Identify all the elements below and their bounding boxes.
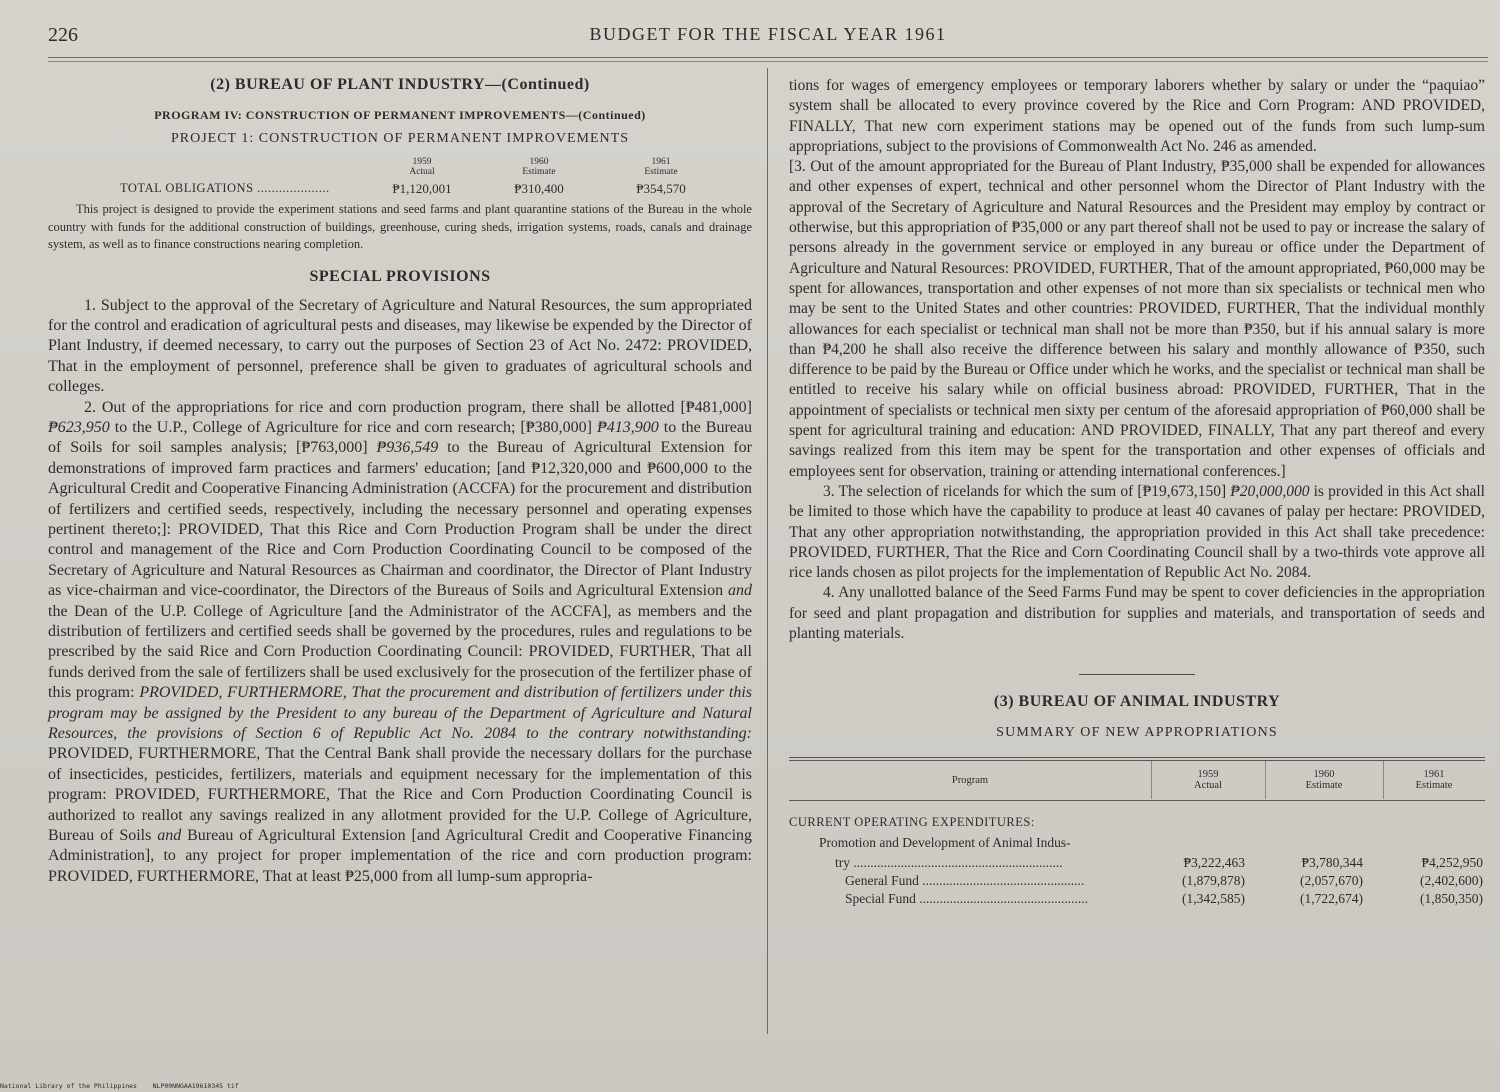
bureau-animal-industry-title: (3) BUREAU OF ANIMAL INDUSTRY: [993, 693, 1281, 711]
project-title: PROJECT 1: CONSTRUCTION OF PERMANENT IMPROVEMENTS: [170, 131, 630, 146]
special-provisions-heading: SPECIAL PROVISIONS: [309, 267, 491, 285]
total-obligations-label: TOTAL OBLIGATIONS ....................: [120, 181, 330, 195]
item-label-line1: Promotion and Development of Animal Indus-: [819, 835, 1071, 851]
summary-title: SUMMARY OF NEW APPROPRIATIONS: [996, 725, 1278, 741]
item-label-line2: try ..............................................................: [835, 855, 1063, 871]
year-header-1960: 1960 Estimate: [522, 157, 556, 177]
year-header-1959: 1959 Actual: [409, 157, 435, 177]
general-fund-1959: (1,879,878): [1182, 873, 1245, 889]
bureau-plant-industry-title: (2) BUREAU OF PLANT INDUSTRY—(Continued): [210, 76, 590, 93]
obligations-summary: [48, 157, 752, 201]
provision-3: 3. The selection of ricelands for which the sum of [₱19,673,150] ₱20,000,000 is provided in this Act shall be limited to those which have the capability to produce at least 40 cavanes of palay per hectare: PROVIDED, That any other appropriation notwithstanding, the appropriation provided in this Act shall take precedence: PROVIDED, FURTHER, That the Rice and Corn Coordinating Council shall by a two-thirds vote approve all rice lands chosen as pilot projects for the implementation of Republic Act No. 2084.: [789, 482, 1485, 582]
appropriations-table: [789, 751, 1485, 911]
special-fund-1960: (1,722,674): [1300, 891, 1363, 907]
page-number: 226: [48, 24, 78, 46]
scan-footer: National Library of the Philippines NLP00NNGAA19610345 tif: [0, 1082, 239, 1090]
provision-3-bracketed: [3. Out of the amount appropriated for the Bureau of Plant Industry, ₱35,000 shall be expended for allowances and other expenses of expert, technical and other personnel whom the Director of Plant Industry with the approval of the Secretary of Agriculture and Natural Resources and the President may employ by contract or otherwise, but this appropriation of ₱35,000 or any part thereof shall not be used to pay or increase the salary of persons already in the government service or employed in any bureau or office under the Department of Agriculture and Natural Resources: PROVIDED, FURTHER, That of the amount appropriated, ₱60,000 may be spent for allowances, transportation and other expenses of not more than six specialists or technical men who may be sent to the United States and other countries: PROVIDED, FURTHER, That the individual monthly allowances for each specialist or technical man shall not be more than ₱350, but if his annual salary is more than ₱4,200 he shall also receive the difference between his salary and monthly allowance of ₱350, such difference to be paid by the Bureau or Office under which he works, and the specialist or technical man shall be entitled to receive his salary while on official business abroad: PROVIDED, FURTHER, That in the appointment of specialists or technical men sixty per centum of the aforesaid appropriation of ₱60,000 shall be spent for agricultural training and education: AND PROVIDED, FINALLY, That any part thereof and every savings realized from this item may be spent for the transportation and other expenses of officials and employees sent for observation, training or attending international conferences.]: [789, 158, 1485, 480]
year-header-1961: 1961 Estimate: [644, 157, 678, 177]
section-label: CURRENT OPERATING EXPENDITURES:: [789, 815, 1035, 830]
general-fund-1960: (2,057,670): [1300, 873, 1363, 889]
provision-2-continuation: tions for wages of emergency employees or temporary laborers whether by salary or under the “paquiao” system shall be allocated to every province covered by the Rice and Corn Program: AND PROVIDED, FINALLY, That new corn experiment stations may be opened out of the funds from such lump-sum appropriations, subject to the provisions of Commonwealth Act No. 246 as amended.: [789, 77, 1485, 155]
special-fund-1959: (1,342,585): [1182, 891, 1245, 907]
header-program: Program: [951, 775, 989, 787]
obligation-amount-1959: ₱1,120,001: [392, 181, 452, 196]
table-header-rule: [789, 800, 1485, 801]
program-title: PROGRAM IV: CONSTRUCTION OF PERMANENT IMPROVEMENTS—(Continued): [154, 108, 646, 122]
column-divider: [767, 68, 768, 1034]
item-value-1960: ₱3,780,344: [1301, 855, 1363, 871]
table-top-rule-2: [789, 760, 1485, 761]
item-value-1961: ₱4,252,950: [1421, 855, 1483, 871]
general-fund-label: General Fund ................................................: [845, 873, 1085, 889]
header-1959: 1959 Actual: [1194, 769, 1222, 792]
special-fund-1961: (1,850,350): [1420, 891, 1483, 907]
provision-2: 2. Out of the appropriations for rice and corn production program, there shall be allotted [₱481,000] ₱623,950 to the U.P., College of Agriculture for rice and corn research; [₱380,000] ₱413,900 to the Bureau of Soils for soil samples analysis; [₱763,000] ₱936,549 to the Bureau of Agricultural Extension for demonstrations of improved farm practices and farmers' education; [and ₱12,320,000 and ₱600,000 to the Agricultural Credit and Cooperative Financing Administration (ACCFA) for the procurement and distribution of fertilizers and certified seeds, respectively, including the necessary personnel and operating expenses pertinent thereto;]: PROVIDED, That this Rice and Corn Production Program shall be under the direct control and management of the Rice and Corn Production Coordinating Council to be composed of the Secretary of Agriculture and Natural Resources as Chairman and coordinator, the Director of Plant Industry as vice-chairman and vice-coordinator, the Directors of the Bureaus of Soils and Agricultural Extension and the Dean of the U.P. College of Agriculture [and the Administrator of the ACCFA], as members and the distribution of fertilizers and certified seeds shall be governed by the procedures, rules and regulations to be prescribed by the said Rice and Corn Production Coordinating Council: PROVIDED, FURTHER, That all funds derived from the sale of fertilizers shall be used exclusively for the prosecution of the fertilizer phase of this program: PROVIDED, FURTHERMORE, That the procurement and distribution of fertilizers under this program may be assigned by the President to any bureau of the Department of Agriculture and Natural Resources, the provisions of Section 6 of Republic Act No. 2084 to the contrary notwithstanding: PROVIDED, FURTHERMORE, That the Central Bank shall provide the necessary dollars for the purchase of insecticides, pesticides, fertilizers, materials and equipment necessary for the implementation of this program: PROVIDED, FURTHERMORE, That the Rice and Corn Production Coordinating Council is authorized to reallot any savings realized in any allotment provided for the U.P. College of Agriculture, Bureau of Soils and Bureau of Agricultural Extension [and Agricultural Credit and Cooperative Financing Administration], to any project for proper implementation of the rice and corn production program: PROVIDED, FURTHERMORE, That at least ₱25,000 from all lump-sum appropria-: [48, 398, 753, 885]
header-1960: 1960 Estimate: [1305, 769, 1343, 792]
project-description: This project is designed to provide the experiment stations and seed farms and plant quarantine stations of the Bureau in the whole country with funds for the additional construction of buildings, greenhouse, curing sheds, irrigation systems, roads, canals and drainage system, as well as to finance constructions nearing completion.: [48, 202, 752, 251]
obligation-amount-1960: ₱310,400: [514, 181, 564, 196]
section-divider: [1079, 674, 1195, 675]
obligation-amount-1961: ₱354,570: [636, 181, 686, 196]
right-column: [789, 76, 1485, 911]
header-1961: 1961 Estimate: [1415, 769, 1453, 792]
header-rule: [48, 57, 1488, 58]
provision-4: 4. Any unallotted balance of the Seed Farms Fund may be spent to cover deficiencies in the appropriation for seed and plant propagation and distribution for supplies and materials, and transportation of seeds and planting materials.: [789, 584, 1485, 643]
general-fund-1961: (2,402,600): [1420, 873, 1483, 889]
left-column: [48, 76, 752, 887]
page-header: [48, 24, 1488, 48]
header-rule-double: [48, 61, 1488, 62]
provision-1: 1. Subject to the approval of the Secretary of Agriculture and Natural Resources, the sum appropriated for the control and eradication of agricultural pests and diseases, may likewise be expended by the Director of Plant Industry, if deemed necessary, to carry out the purposes of Section 23 of Act No. 2472: PROVIDED, That in the employment of personnel, preference shall be given to graduates of agricultural schools and colleges.: [48, 296, 752, 396]
running-title: BUDGET FOR THE FISCAL YEAR 1961: [589, 24, 947, 44]
special-fund-label: Special Fund ..................................................: [845, 891, 1088, 907]
table-top-rule: [789, 757, 1485, 758]
item-value-1959: ₱3,222,463: [1183, 855, 1245, 871]
